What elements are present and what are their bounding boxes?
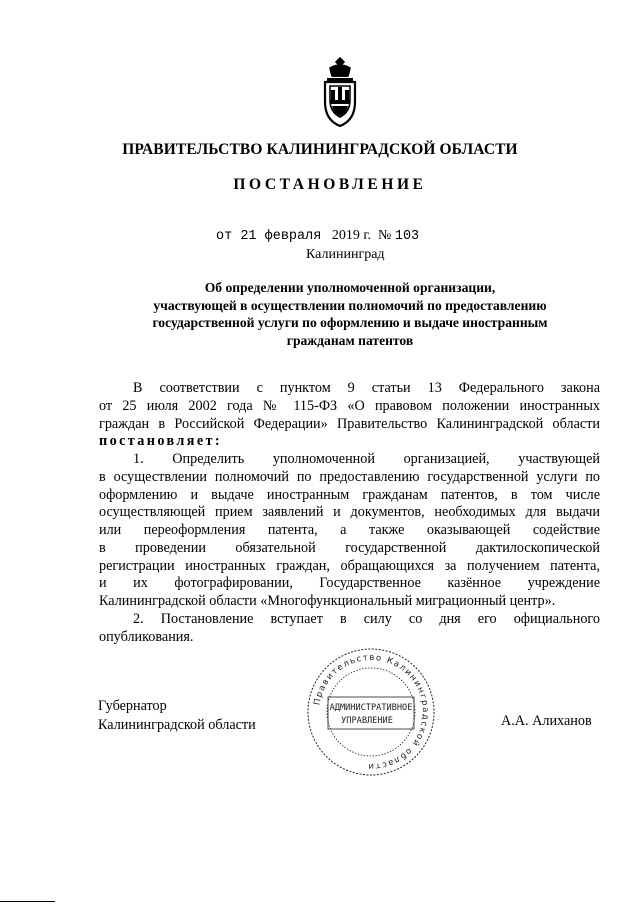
body-line: 1. Определить уполномоченной организацией, участвующей	[133, 451, 600, 467]
number-label: №	[378, 228, 395, 243]
subject-line: участвующей в осуществлении полномочий по предоставлению	[153, 297, 547, 313]
body-line: или переоформления патента, а также оказывающей содействие	[99, 522, 600, 538]
document-number: 103	[394, 229, 420, 244]
subject-line: государственной услуги по оформлению и выдаче иностранным	[152, 315, 548, 331]
stamp-center-line1: АДМИНИСТРАТИВНОЕ	[329, 703, 413, 713]
body-line: регистрации иностранных граждан, обращающихся за получением патента,	[99, 557, 600, 574]
footer-rule	[0, 901, 55, 902]
date-prefix: от	[216, 229, 241, 244]
body-line: и их фотографировании, Государственное казённое учреждение	[99, 575, 600, 592]
body-line: Калининградской области «Многофункциональный миграционный центр».	[99, 593, 556, 609]
date-line	[216, 228, 419, 244]
body-line: от 25 июля 2002 года № 115-ФЗ «О правовом положении иностранных	[99, 397, 600, 414]
body-line: В соответствии с пунктом 9 статьи 13 Федерального закона	[133, 380, 600, 396]
date-day-month: 21 февраля	[240, 229, 322, 244]
body-line: 2. Постановление вступает в силу со дня его официального	[133, 610, 600, 627]
government-title: ПРАВИТЕЛЬСТВО КАЛИНИНГРАДСКОЙ ОБЛАСТИ	[122, 141, 518, 158]
signatory-name: А.А. Алиханов	[501, 713, 592, 729]
subject-line: гражданам патентов	[286, 333, 414, 349]
body-line: оформлению и выдаче иностранным гражданам патентов, в том числе	[99, 486, 600, 503]
document-body	[99, 380, 600, 646]
body-line: в осуществлении полномочий по предоставлению государственной услуги по	[99, 468, 600, 485]
official-seal-stamp	[305, 646, 437, 778]
date-year: 2019 г.	[331, 228, 371, 243]
document-subject	[100, 279, 600, 350]
body-line: в проведении обязательной государственной дактилоскопической	[99, 539, 600, 556]
signatory-title-line: Калининградской области	[98, 717, 256, 733]
body-line: осуществляющей прием заявлений и документов, необходимых для выдачи	[99, 504, 600, 521]
body-line: опубликования.	[99, 628, 194, 645]
stamp-ring-text: Правительство Калининградской области	[312, 652, 431, 772]
document-type: ПОСТАНОВЛЕНИЕ	[233, 176, 427, 193]
coat-of-arms-emblem	[319, 56, 361, 128]
body-line: граждан в Российской Федерации» Правительство Калининградской области	[99, 415, 600, 432]
subject-line: Об определении уполномоченной организации,	[204, 280, 496, 295]
signatory-title-line: Губернатор	[98, 698, 167, 714]
resolves-keyword: постановляет:	[99, 433, 223, 450]
city: Калининград	[306, 247, 385, 262]
stamp-center-line2: УПРАВЛЕНИЕ	[341, 716, 393, 726]
signatory-title	[98, 697, 256, 735]
